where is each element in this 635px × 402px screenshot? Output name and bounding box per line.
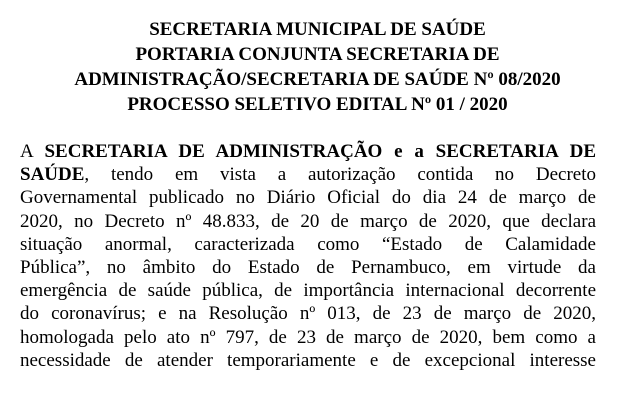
body-line-8: do coronavírus; e na Resolução nº 013, de 23 de março de 2020, <box>20 303 596 325</box>
body-line-7: emergência de saúde pública, de importância internacional decorrente <box>20 280 596 302</box>
bold-text-administracao: SECRETARIA DE ADMINISTRAÇÃO <box>44 141 383 162</box>
text-fragment: A <box>20 141 45 162</box>
text-fragment: , tendo em vista a autorização contida no Decreto <box>84 164 596 186</box>
body-paragraph <box>20 140 596 372</box>
bold-text-e-a: e a <box>382 141 436 162</box>
body-line-9: homologada pelo ato nº 797, de 23 de março de 2020, bem como a <box>20 326 596 348</box>
heading-line-processo: PROCESSO SELETIVO EDITAL Nº 01 / 2020 <box>127 94 508 115</box>
heading-line-portaria: PORTARIA CONJUNTA SECRETARIA DE <box>135 44 500 65</box>
document-heading <box>0 17 635 117</box>
body-line-1 <box>20 140 596 163</box>
body-line-10: necessidade de atender temporariamente e de excepcional interesse <box>20 349 596 371</box>
body-line-5: situação anormal, caracterizada como “Estado de Calamidade <box>20 233 596 255</box>
heading-line-administracao: ADMINISTRAÇÃO/SECRETARIA DE SAÚDE Nº 08/2020 <box>74 69 561 90</box>
heading-line-secretaria: SECRETARIA MUNICIPAL DE SAÚDE <box>149 19 486 40</box>
bold-text-saude: SAÚDE <box>20 164 85 186</box>
body-line-6: Pública”, no âmbito do Estado de Pernambuco, em virtude da <box>20 257 596 279</box>
body-line-4: 2020, no Decreto nº 48.833, de 20 de março de 2020, que declara <box>20 210 596 232</box>
body-line-3: Governamental publicado no Diário Oficial do dia 24 de março de <box>20 187 596 209</box>
body-line-2 <box>20 163 596 186</box>
bold-text-secretaria: SECRETARIA DE <box>435 141 596 162</box>
